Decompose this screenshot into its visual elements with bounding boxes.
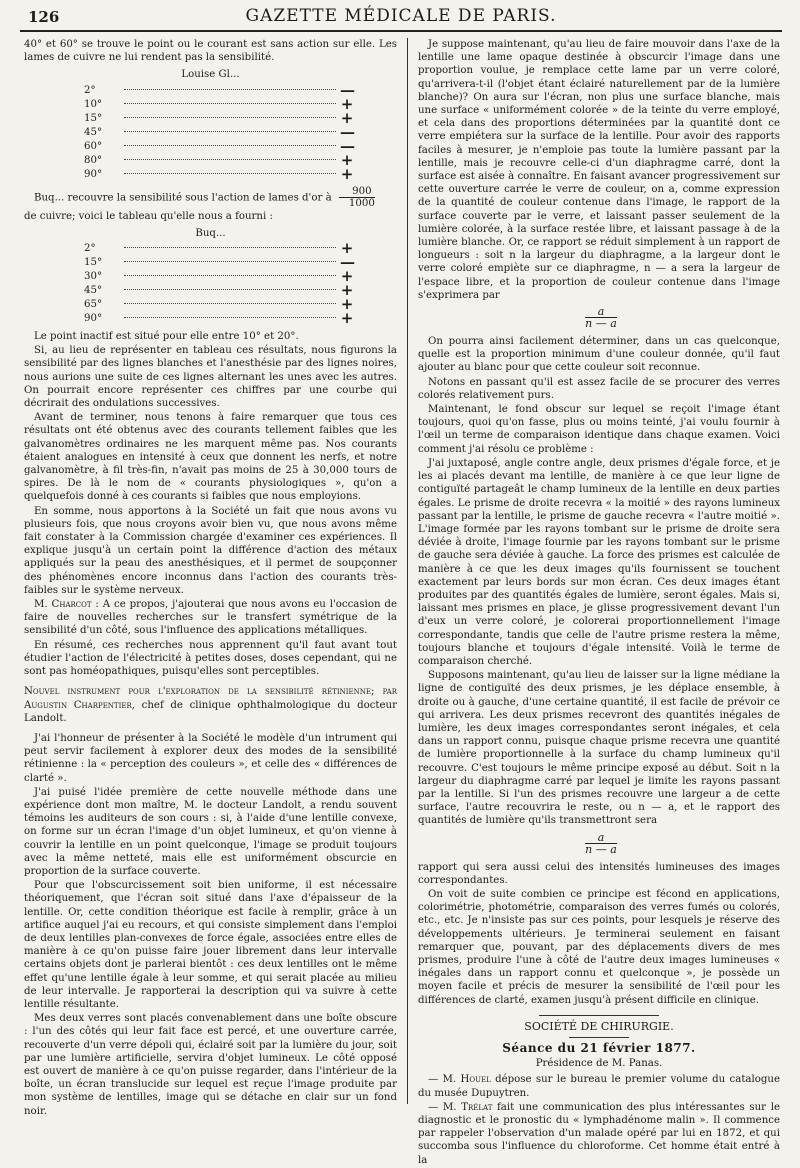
paragraph: Pour que l'obscurcissement soit bien uniforme, il est nécessaire théoriquement, que l'écran soit situé dans l'axe d'épaisseur de la lentille. Or, cette condition théorique est facile à remplir, grâce à un artifice auquel j'ai eu recours, et qui consiste simplement dans l'emploi de deux lentilles plan-convexes de force égale, associées entre elles de manière à ce qu'on puisse faire jouer librement dans leur intervalle certains objets dont je parlerai bientôt : ces deux lentilles ont le même effet qu'une lentille égale à leur somme, et qui serait placée au milieu de leur intervalle. Je rapporterai la description qui va suivre à cette lentille résultante. [24, 880, 397, 1010]
row-sign: + [340, 267, 354, 286]
row-label: 10° [84, 99, 103, 110]
leader-dots [124, 317, 336, 318]
paragraph: Supposons maintenant, qu'au lieu de laisser sur la ligne médiane la ligne de contiguïté des deux prismes, je les déplace ensemble, à droite ou à gauche, d'une certaine quantité, il est facile de prévoir ce qui arrivera. Les deux prismes recevront des quantités inégales de lumière, les deux images correspondantes seront inégales, et cela dans un rapport connu, puisque chaque prisme recevra une quantité de lumière proportionnelle à la surface du champ lumineux qu'il recouvre. C'est toujours le même principe exposé au début. Soit n la largeur du diaphragme carré par lequel je limite les rayons passant par la lentille. Si l'un des prismes recouvre une largeur a de cette surface, l'autre recouvrira le reste, ou n — a, et le rapport des quantités de lumière qu'ils transmettront sera [418, 670, 780, 827]
leader-dots [124, 103, 336, 104]
paragraph: Notons en passant qu'il est assez facile de se procurer des verres colorés relativement purs. [418, 376, 780, 401]
row-label: 30° [84, 271, 103, 283]
leader-dots [124, 247, 336, 248]
leader-dots [124, 261, 336, 262]
paragraph: J'ai juxtaposé, angle contre angle, deux prismes d'égale force, et je les ai placés devant ma lentille, de manière à ce que leur ligne de contiguïté partageât le champ lumineux de la lentille en deux parties égales. Le prisme de droite recevra « la moitié » des rayons lumineux passant par la lentille, le prisme de gauche recevra « l'autre moitié ». L'image formée par les rayons tombant sur le prisme de droite sera déviée à droite, l'image fournie par les rayons tombant sur le prisme de gauche sera déviée à gauche. La force des prismes est calculée de manière à ce que les deux images qu'ils fournissent se touchent exactement par leurs bords sur mon écran. Ces deux images étant produites par des quantités égales de lumière, seront égales. Mais si, laissant mes prismes en place, je glisse progressivement devant l'un d'eux un verre coloré, je colorerai proportionnellement l'image correspondante, tandis que celle de l'autre prisme restera la même, toujours blanche et toujours d'égale intensité. Voilà le terme de comparaison cherché. [418, 457, 780, 667]
paragraph: On voit de suite combien ce principe est fécond en applications, colorimétrie, photométrie, comparaison des verres fumés ou colorés, etc., etc. Je n'insiste pas sur ces points, pour lesquels je réserve des développements ultérieurs. Je terminerai seulement en faisant remarquer que, pouvant, par des déplacements divers de mes prismes, produire l'une à côté de l'autre deux images lumineuses « inégales dans un rapport connu et quelconque », je possède un moyen facile et précis de mesurer la sensibilité de l'œil pour les différences de clarté, examen jusqu'à présent difficile en clinique. [418, 888, 780, 1006]
leader-dots [124, 289, 336, 290]
row-label: 60° [84, 141, 103, 152]
table-row [84, 267, 354, 286]
row-label: 80° [84, 155, 103, 166]
table-title: Louise Gl... [181, 69, 240, 81]
paragraph: rapport qui sera aussi celui des intensités lumineuses des images correspondantes. [418, 861, 780, 886]
leader-dots [124, 275, 336, 276]
paragraph: En résumé, ces recherches nous apprennent qu'il faut avant tout étudier l'action de l'électricité à petites doses, doses cependant, qui ne sont pas homéopathiques, puisqu'elles sont perceptibles. [24, 639, 397, 678]
section-heading: SOCIÉTÉ DE CHIRURGIE. [418, 1015, 780, 1038]
paragraph: Mes deux verres sont placés convenablement dans une boîte obscure : l'un des côtés qui leur fait face est percé, et une ouverture carrée, recouverte d'un verre dépoli qui, éclairé soit par la lumière du jour, soit par une lumière artificielle, servira d'objet lumineux. Le côté opposé est ouvert de manière à ce qu'on puisse regarder, dans l'intérieur de la boîte, un écran translucide sur lequel est reçue l'image produite par mon système de lentilles, image qui se détache en clair sur un fond noir. [24, 1013, 397, 1117]
table-row [84, 95, 354, 113]
paragraph: Si, au lieu de représenter en tableau ces résultats, nous figurons la sensibilité par des lignes blanches et l'anesthésie par des lignes noires, nous aurions une suite de ces lignes alternant les unes avec les autres. On pourrait encore représenter ces chiffres par une courbe qui décrirait des ondulations successives. [24, 345, 397, 410]
paragraph: M. Charcot : A ce propos, j'ajouterai que nous avons eu l'occasion de faire de nouvelles recherches sur le transfert symétrique de la sensibilité d'un côté, sous l'influence des applications métalliques. [24, 599, 397, 637]
leader-dots [124, 173, 336, 174]
paragraph: J'ai puisé l'idée première de cette nouvelle méthode dans une expérience dont mon maître, M. le docteur Landolt, a rendu souvent témoins les auditeurs de son cours : si, à l'aide d'une lentille convexe, on forme sur un écran l'image d'un objet lumineux, et qu'on vienne à couvrir la lentille en un point quelconque, l'image se produit toujours avec la même netteté, mais elle est uniformément obscurcie en proportion de la surface couverte. [24, 786, 397, 877]
row-label: 2° [84, 85, 96, 96]
presidency: Présidence de M. Panas. [535, 1058, 663, 1070]
paragraph: Maintenant, le fond obscur sur lequel se reçoit l'image étant toujours, quoi qu'on fasse, plus ou moins teinté, j'ai voulu fournir à l'œil un terme de comparaison identique dans chaque examen. Voici comment j'ai résolu ce problème : [418, 404, 780, 455]
formula: $\frac{a}{n — a}$ [585, 305, 617, 331]
paragraph: On pourra ainsi facilement déterminer, dans un cas quelconque, quelle est la proportion minimum d'une couleur donnée, qu'il faut ajouter au blanc pour que cette couleur soit reconnue. [418, 336, 780, 374]
table-row [84, 109, 354, 127]
paragraph: 40° et 60° se trouve le point ou le courant est sans action sur elle. Les lames de cuivre ne lui rendent pas la sensibilité. [24, 39, 397, 64]
paragraph: — M. Houel dépose sur le bureau le premier volume du catalogue du musée Dupuytren. [418, 1074, 781, 1099]
row-sign: + [340, 281, 354, 300]
row-sign: — [340, 81, 355, 99]
table-row [84, 165, 354, 183]
header-rule [20, 30, 782, 32]
paragraph: Avant de terminer, nous tenons à faire remarquer que tous ces résultats ont été obtenus avec des courants tellement faibles que les galvanomètres ordinaires ne les marquent même pas. Nos courants étaient analogues en intensité à ceux que donnent les nerfs, et notre galvanomètre, à fil très-fin, n'avait pas moins de 25 à 30,000 tours de spires. De là le nom de « courants physiologiques », qu'on a quelquefois donné à ces courants si faibles que nous employions. [24, 412, 397, 503]
leader-dots [124, 117, 336, 118]
row-sign: + [340, 109, 354, 127]
row-label: 15° [84, 257, 103, 269]
table-row [84, 137, 355, 155]
row-sign: + [340, 239, 354, 258]
column-divider [407, 38, 408, 1104]
sensitivity-table-2 [84, 239, 355, 328]
journal-title: GAZETTE MÉDICALE DE PARIS. [245, 6, 557, 26]
table-row [84, 281, 354, 300]
table-row [84, 151, 354, 169]
newspaper-page [20, 0, 782, 1166]
row-label: 65° [84, 299, 103, 311]
row-sign: — [340, 137, 355, 155]
paragraph: En somme, nous apportons à la Société un fait que nous avons vu plusieurs fois, que nous croyons avoir bien vu, que nous avons même fait constater à la Commission chargée d'examiner ces expériences. Il explique jusqu'à un certain point la différence d'action des métaux appliqués sur la peau des anesthésiques, et il permet de soupçonner des phénomènes encore inconnus dans l'action des courants très-faibles sur le système nerveux. [24, 505, 397, 596]
fraction: $\frac{900}{1000}$ [339, 186, 375, 209]
row-label: 45° [84, 285, 103, 297]
row-sign: + [340, 295, 354, 314]
row-label: 2° [84, 243, 96, 255]
row-label: 45° [84, 127, 103, 138]
session-title: Séance du 21 février 1877. [502, 1041, 696, 1056]
leader-dots [124, 89, 336, 90]
row-sign: + [340, 95, 354, 113]
leader-dots [124, 145, 336, 146]
formula: $\frac{a}{n — a}$ [585, 830, 617, 856]
row-label: 15° [84, 113, 103, 124]
table-row [84, 239, 354, 258]
right-column [418, 38, 780, 1168]
page-number: 126 [28, 8, 60, 26]
row-sign: + [340, 309, 354, 328]
leader-dots [124, 131, 336, 132]
paragraph: Je suppose maintenant, qu'au lieu de faire mouvoir dans l'axe de la lentille une lame opaque destinée à obscurcir l'image dans une proportion voulue, je remplace cette lame par un verre coloré, qu'arrivera-t-il (l'objet étant éclairé naturellement par de la lumière blanche)? On aura sur l'écran, non plus une surface blanche, mais une surface « uniformément colorée » de la teinte du verre employé, et cela dans des proportions déterminées par la quantité dont ce verre empiétera sur la surface de la lentille. Pour avoir des rapports faciles à mesurer, je n'emploie pas toute la lumière passant par la lentille, mais je recouvre celle-ci d'un diaphragme carré, dont la surface est aisée à connaître. En faisant avancer progressivement sur cette ouverture carrée le verre de couleur, on a, comme expression de la quantité de couleur contenue dans l'image, le rapport de la surface couverte par le verre, et laissant passer seulement de la lumière colorée, à la surface restée libre, et laissant passage à de la lumière blanche. Or, ce rapport se réduit simplement à un rapport de longueurs : soit n la largeur du diaphragme, a la largeur dont le verre coloré empiète sur ce diaphragme, n — a sera la largeur de l'espace libre, et la proportion de couleur contenue dans l'image s'exprimera par [418, 39, 780, 301]
paragraph: Buq... recouvre la sensibilité sous l'action de lames d'or à $\frac{900}{1000}$ [34, 185, 375, 209]
paragraph: de cuivre; voici le tableau qu'elle nous a fourni : [24, 210, 273, 222]
paragraph: J'ai l'honneur de présenter à la Société le modèle d'un intrument qui peut servir facilement à explorer deux des modes de la sensibilité rétinienne : la « perception des couleurs », et celle des « différences de clarté ». [24, 732, 397, 784]
speaker: M. Charcot [34, 599, 92, 611]
row-label: 90° [84, 313, 103, 325]
table-title: Buq... [195, 227, 226, 239]
leader-dots [124, 159, 336, 160]
row-sign: + [340, 151, 354, 169]
row-sign: — [340, 123, 355, 141]
row-label: 90° [84, 169, 103, 180]
table-row [84, 123, 355, 141]
table-row [84, 253, 355, 272]
paragraph: Le point inactif est situé pour elle entre 10° et 20°. [34, 331, 299, 343]
page-header [20, 6, 782, 28]
left-column [24, 38, 397, 1119]
row-sign: + [340, 165, 354, 183]
paragraph: — M. Trélat fait une communication des plus intéressantes sur le diagnostic et le pronostic du « lymphadénome malin ». Il commence par rappeler l'observation d'un malade opéré par lui en 1872, et qui succomba sous l'influence du chloroforme. Cet homme était entré à la [418, 1101, 780, 1166]
table-row [84, 309, 354, 328]
table-row [84, 81, 355, 99]
leader-dots [124, 303, 336, 304]
sensitivity-table-1 [84, 81, 355, 183]
article-title: Nouvel instrument pour l'exploration de la sensibilité rétinienne; par Augustin Charpentier, chef de clinique ophthalmologique du docteur Landolt. [24, 686, 397, 724]
row-sign: — [340, 253, 355, 272]
table-row [84, 295, 354, 314]
